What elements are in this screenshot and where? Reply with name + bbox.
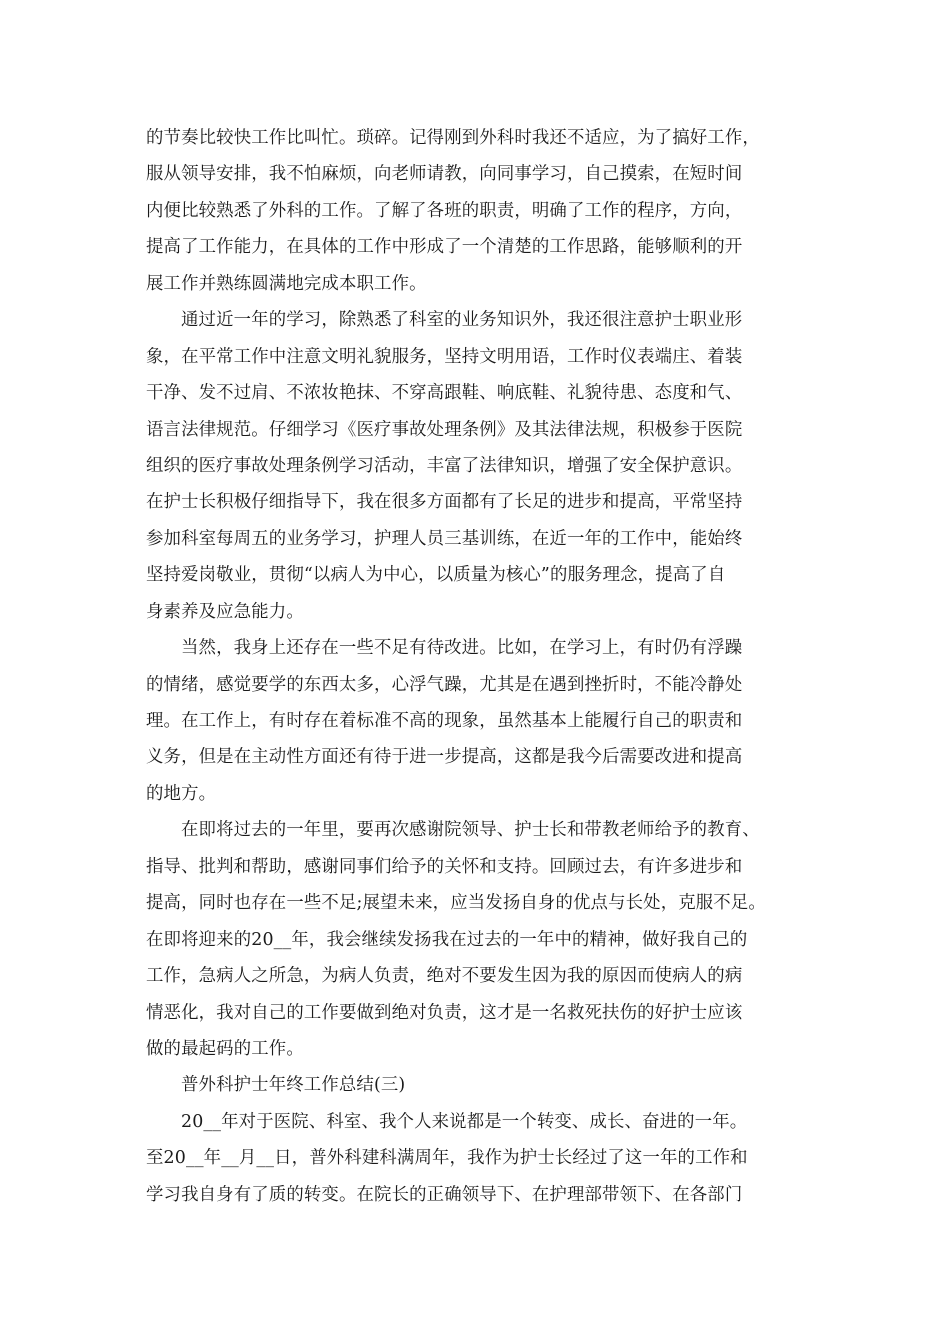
text-line: 至20__年__月__日，普外科建科满周年，我作为护士长经过了这一年的工作和 [146, 1148, 748, 1169]
text-line: 理。在工作上，有时存在着标准不高的现象，虽然基本上能履行自己的职责和 [146, 711, 743, 731]
text-line: 在即将过去的一年里，要再次感谢院领导、护士长和带教老师给予的教育、 [181, 820, 760, 841]
text-line: 内便比较熟悉了外科的工作。了解了各班的职责，明确了工作的程序，方向， [146, 200, 743, 221]
text-line: 组织的医疗事故处理条例学习活动，丰富了法律知识，增强了安全保护意识。 [146, 455, 743, 476]
text-line: 象，在平常工作中注意文明礼貌服务，坚持文明用语，工作时仪表端庄、着装 [146, 346, 743, 367]
text-line: 情恶化，我对自己的工作要做到绝对负责，这才是一名救死扶伤的好护士应该 [146, 1002, 743, 1023]
text-line: 语言法律规范。仔细学习《医疗事故处理条例》及其法律法规，积极参于医院 [146, 419, 743, 440]
text-line: 提高，同时也存在一些不足;展望未来，应当发扬自身的优点与长处，克服不足。 [146, 893, 766, 914]
text-line: 的情绪，感觉要学的东西太多，心浮气躁，尤其是在遇到挫折时，不能冷静处 [146, 674, 743, 695]
text-line: 身素养及应急能力。 [146, 601, 304, 622]
text-line: 做的最起码的工作。 [146, 1038, 304, 1059]
text-line: 在即将迎来的20__年，我会继续发扬我在过去的一年中的精神，做好我自己的 [146, 929, 748, 950]
text-line: 坚持爱岗敬业，贯彻“以病人为中心，以质量为核心”的服务理念，提高了自 [146, 565, 726, 586]
document-body [146, 120, 826, 1213]
text-line: 展工作并熟练圆满地完成本职工作。 [146, 273, 427, 294]
text-line: 在护士长积极仔细指导下，我在很多方面都有了长足的进步和提高，平常坚持 [146, 492, 743, 513]
text-line: 当然，我身上还存在一些不足有待改进。比如，在学习上，有时仍有浮躁 [181, 638, 743, 659]
text-line: 干净、发不过肩、不浓妆艳抹、不穿高跟鞋、响底鞋、礼貌待患、态度和气、 [146, 383, 743, 404]
text-line: 通过近一年的学习，除熟悉了科室的业务知识外，我还很注意护士职业形 [181, 310, 743, 331]
text-line: 参加科室每周五的业务学习，护理人员三基训练，在近一年的工作中，能始终 [146, 528, 743, 549]
text-line: 指导、批判和帮助，感谢同事们给予的关怀和支持。回顾过去，有许多进步和 [146, 856, 743, 877]
text-line: 服从领导安排，我不怕麻烦，向老师请教，向同事学习，自己摸索，在短时间 [146, 164, 743, 185]
text-line: 的地方。 [146, 783, 217, 804]
text-line: 提高了工作能力，在具体的工作中形成了一个清楚的工作思路，能够顺利的开 [146, 237, 743, 258]
text-line: 的节奏比较快工作比叫忙。琐碎。记得刚到外科时我还不适应，为了搞好工作， [146, 128, 760, 148]
text-line: 学习我自身有了质的转变。在院长的正确领导下、在护理部带领下、在各部门 [146, 1184, 743, 1205]
text-line: 20__年对于医院、科室、我个人来说都是一个转变、成长、奋进的一年。 [181, 1111, 748, 1132]
text-line: 工作，急病人之所急，为病人负责，绝对不要发生因为我的原因而使病人的病 [146, 966, 743, 987]
text-line: 义务，但是在主动性方面还有待于进一步提高，这都是我今后需要改进和提高 [146, 747, 743, 768]
text-line: 普外科护士年终工作总结(三) [181, 1075, 406, 1096]
